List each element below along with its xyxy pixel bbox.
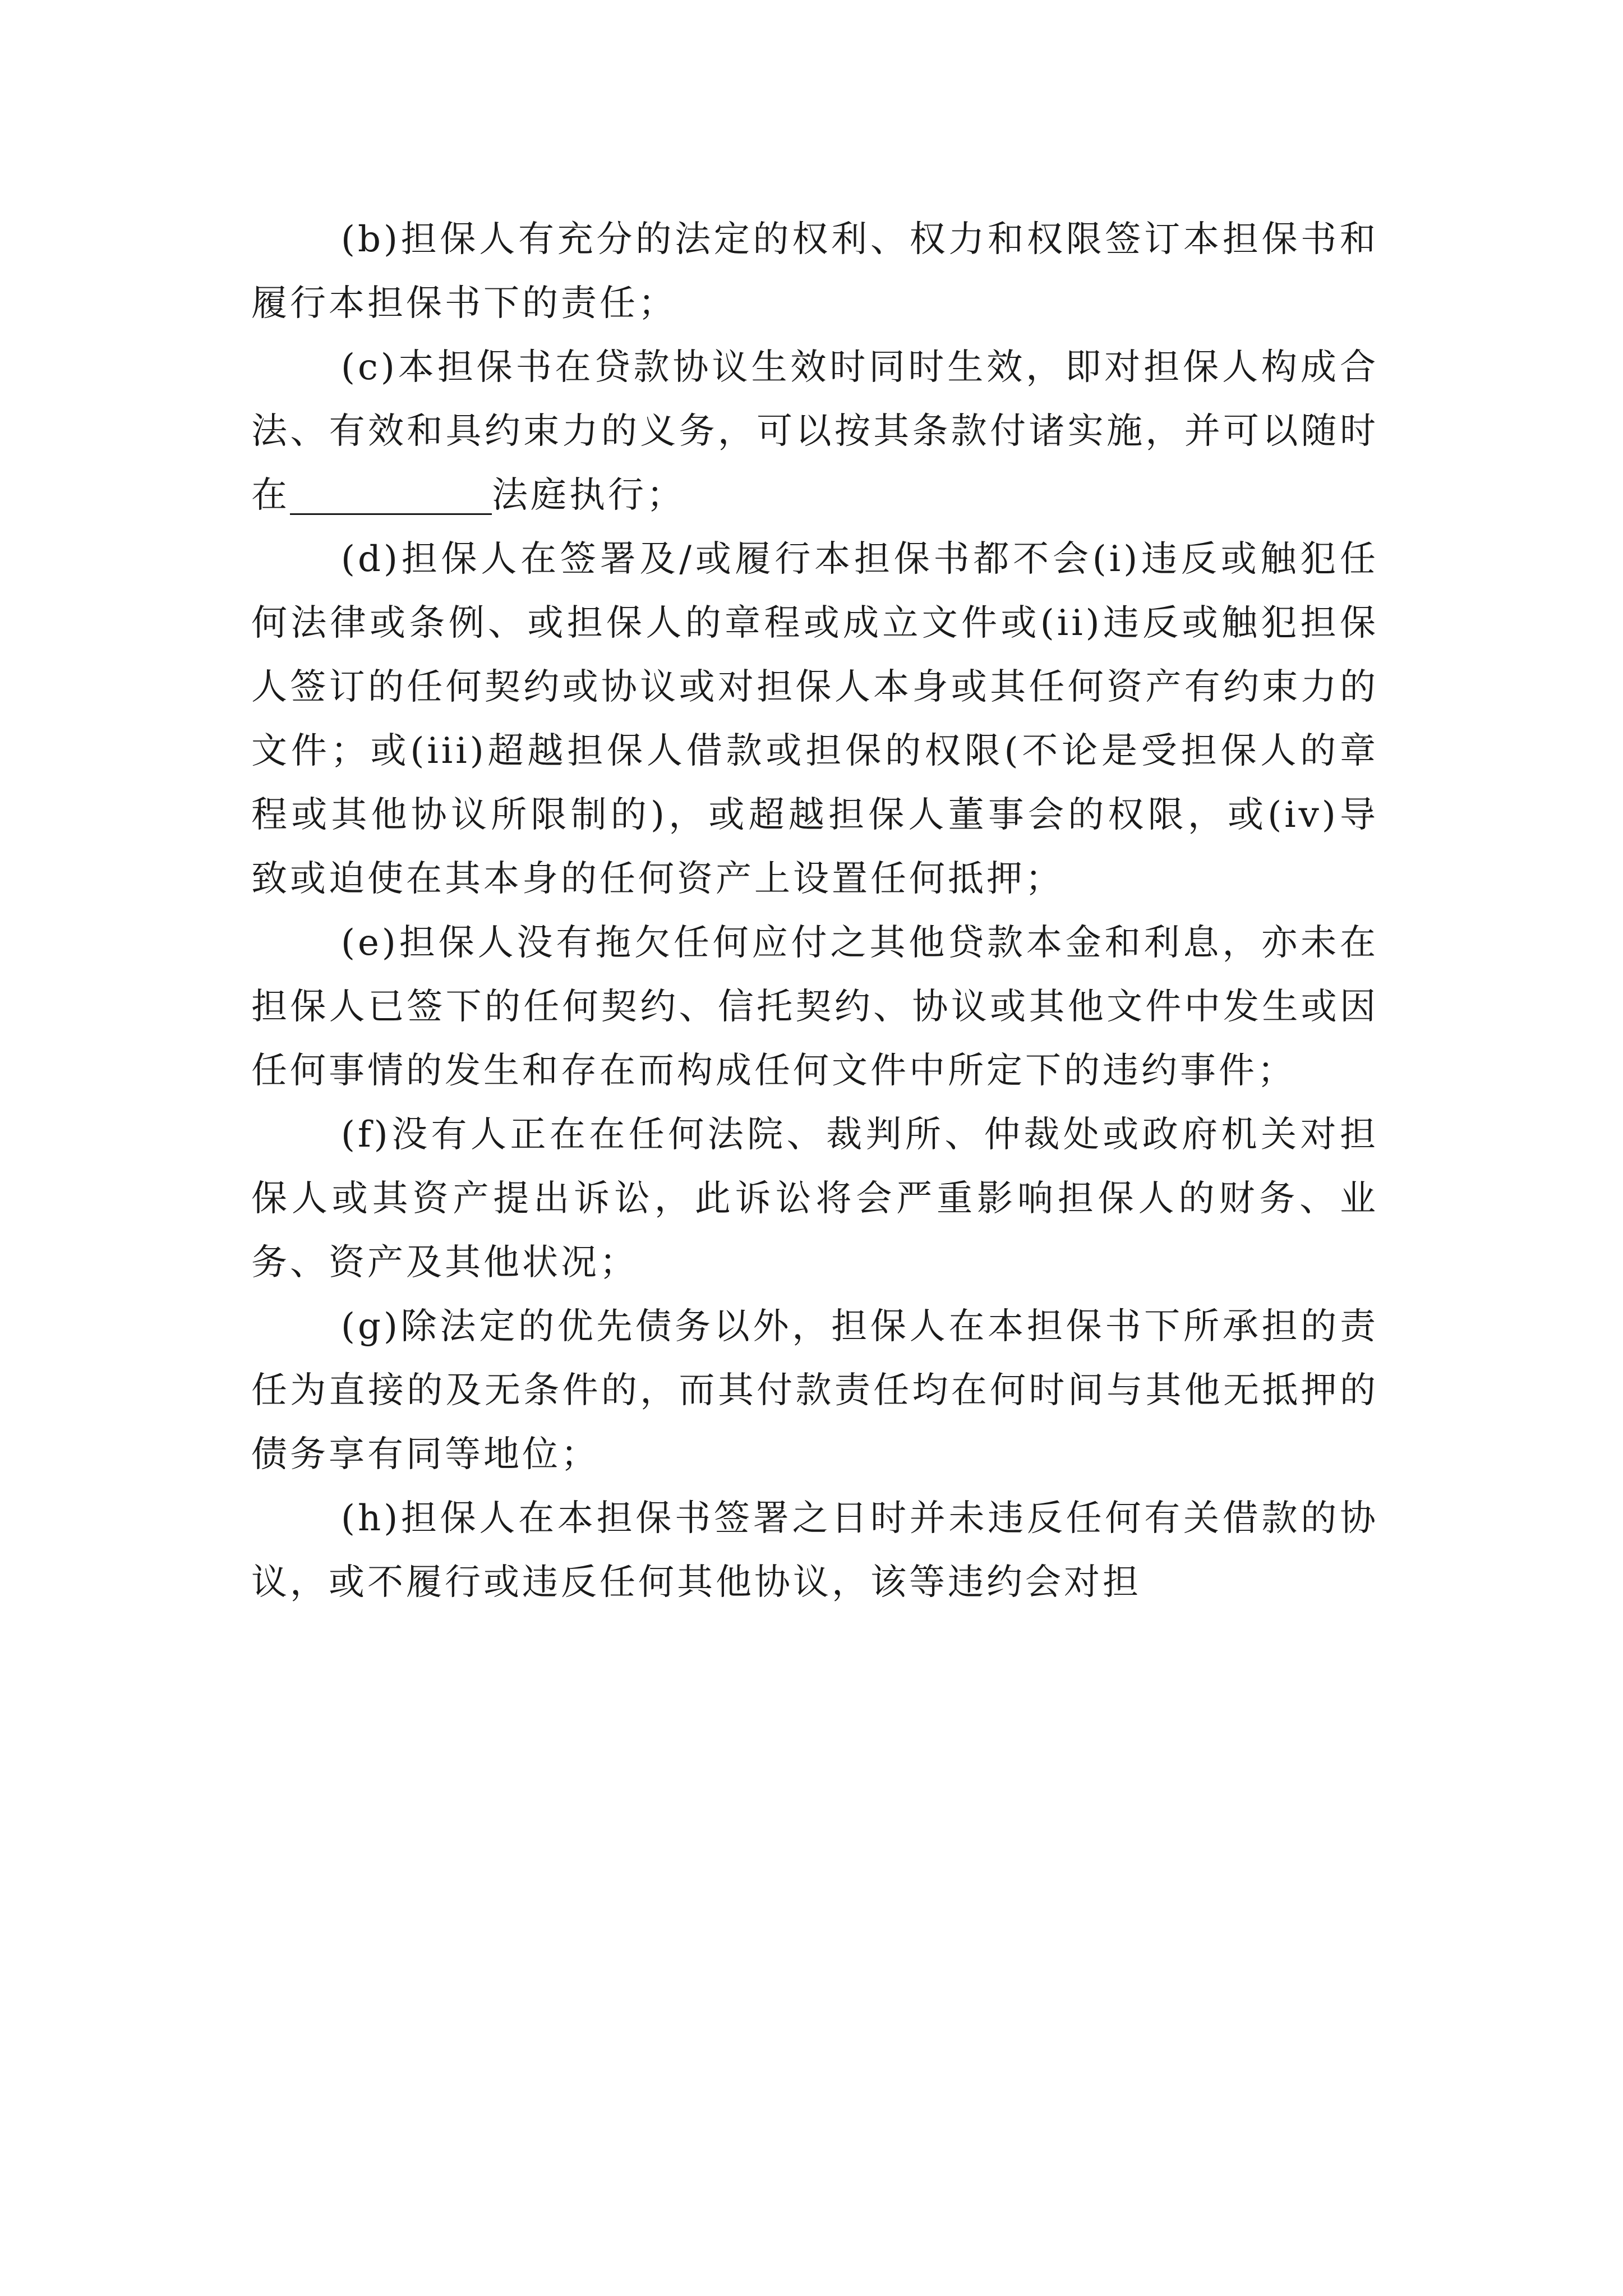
paragraph-d: (d)担保人在签署及/或履行本担保书都不会(i)违反或触犯任何法律或条例、或担保人的章程或成立文件或(ii)违反或触犯担保人签订的任何契约或协议或对担保人本身或其任何资产有约束力的文件；或(iii)超越担保人借款或担保的权限(不论是受担保人的章程或其他协议所限制的)，或超越担保人董事会的权限，或(iv)导致或迫使在其本身的任何资产上设置任何抵押；: [251, 539, 1378, 900]
paragraph-g: (g)除法定的优先债务以外，担保人在本担保书下所承担的责任为直接的及无条件的，而其付款责任均在何时间与其他无抵押的债务享有同等地位；: [251, 1306, 1378, 1475]
paragraph-c-text-after-blank: 法庭执行；: [492, 475, 685, 516]
paragraph-f: (f)没有人正在在任何法院、裁判所、仲裁处或政府机关对担保人或其资产提出诉讼，此诉讼将会严重影响担保人的财务、业务、资产及其他状况；: [251, 1114, 1378, 1283]
paragraph-h: (h)担保人在本担保书签署之日时并未违反任何有关借款的协议，或不履行或违反任何其他协议，该等违约会对担: [251, 1498, 1378, 1603]
paragraph-e: (e)担保人没有拖欠任何应付之其他贷款本金和利息，亦未在担保人已签下的任何契约、信托契约、协议或其他文件中发生或因任何事情的发生和存在而构成任何文件中所定下的违约事件；: [251, 922, 1378, 1092]
paragraph-b: (b)担保人有充分的法定的权利、权力和权限签订本担保书和履行本担保书下的责任；: [251, 219, 1378, 324]
court-name-blank: [290, 477, 492, 515]
paragraph-c-text-before-blank: (c)本担保书在贷款协议生效时同时生效，即对担保人构成合法、有效和具约束力的义务，可以按其条款付诸实施，并可以随时在: [251, 347, 1378, 516]
paragraph-c: [251, 335, 1378, 527]
document-body: [251, 208, 1378, 1614]
